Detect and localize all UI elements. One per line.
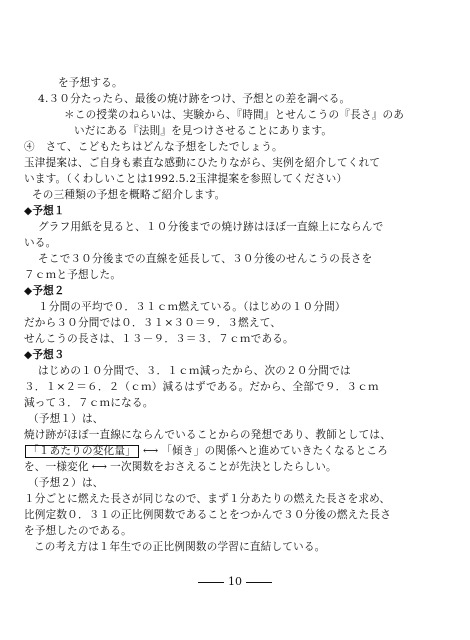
footer-rule bbox=[246, 582, 272, 583]
text-line: います。（くわしいことは1992.5.2玉津提案を参照してください） bbox=[24, 173, 348, 185]
text-line: 焼け跡がほぼ一直線にならんでいることからの発想であり、教師としては、 bbox=[24, 429, 391, 441]
text-line: （予想１）は、 bbox=[28, 413, 104, 425]
text-line: その三種類の予想を概略ご紹介します。 bbox=[32, 189, 226, 201]
text-line: いる。 bbox=[24, 237, 57, 249]
text-line: （予想２）は、 bbox=[28, 477, 104, 489]
double-arrow-icon: ⟷ bbox=[91, 461, 108, 473]
text-line: グラフ用紙を見ると、１０分後までの焼け跡はほぼ一直線上にならんで bbox=[38, 221, 384, 233]
text-fragment: 一次関数をおさえることが先決としたらしい。 bbox=[110, 461, 337, 473]
text-line: ７ｃｍと予想した。 bbox=[24, 269, 122, 281]
text-line: だから３０分間では０．３１×３０＝９．３燃えて、 bbox=[24, 317, 282, 329]
text-line: ３．１×２＝６．２（ｃｍ）減るはずである。だから、全部で９．３ｃｍ bbox=[24, 381, 379, 393]
text-line bbox=[24, 444, 388, 458]
text-line: 減って３．７ｃｍになる。 bbox=[24, 397, 154, 409]
text-line bbox=[24, 460, 337, 474]
page-number: 10 bbox=[228, 575, 242, 588]
text-line: この考え方は１年生での正比例関数の学習に直結している。 bbox=[34, 541, 326, 553]
section-heading: ◆予想３ bbox=[24, 349, 65, 361]
text-fragment: を、一様変化 bbox=[24, 461, 89, 473]
footer-rule bbox=[198, 582, 224, 583]
text-line: を予想する。 bbox=[58, 77, 123, 89]
text-line: １分ごとに燃えた長さが同じなので、まず１分あたりの燃えた長さを求め、 bbox=[24, 493, 391, 505]
boxed-term: 「１あたりの変化量」 bbox=[25, 445, 139, 458]
text-line: 4.３０分たったら、最後の焼け跡をつけ、予想との差を調べる。 bbox=[38, 93, 351, 105]
section-heading: ◆予想１ bbox=[24, 205, 65, 217]
text-line: いだにある『法則』を見つけさせることにあります。 bbox=[74, 125, 333, 137]
text-line: を予想したのである。 bbox=[24, 525, 132, 537]
text-line: せんこうの長さは、１３－９．３＝３．７ｃｍである。 bbox=[24, 333, 294, 345]
double-arrow-icon: ⟷ bbox=[142, 445, 159, 457]
text-line: ＊この授業のねらいは、実験から、『時間』とせんこうの『長さ』のあ bbox=[64, 109, 405, 121]
text-line: そこで３０分後までの直線を延長して、３０分後のせんこうの長さを bbox=[38, 253, 373, 265]
section-heading: ◆予想２ bbox=[24, 285, 65, 297]
text-line: 比例定数０．３１の正比例関数であることをつかんで３０分後の燃えた長さ bbox=[24, 509, 391, 521]
text-line: 玉津提案は、ご自身も素直な感動にひたりながら、実例を紹介してくれて bbox=[24, 157, 381, 169]
page-footer bbox=[0, 575, 470, 589]
text-line: ④ さて、こどもたちはどんな予想をしたでしょう。 bbox=[24, 141, 283, 153]
text-line: はじめの１０分間で、３．１ｃｍ減ったから、次の２０分間では bbox=[38, 365, 351, 377]
text-line: １分間の平均で０．３１ｃｍ燃えている。（はじめの１０分間） bbox=[38, 301, 346, 313]
text-fragment: 「傾き」の関係へと進めていきたくなるところ bbox=[161, 445, 388, 457]
